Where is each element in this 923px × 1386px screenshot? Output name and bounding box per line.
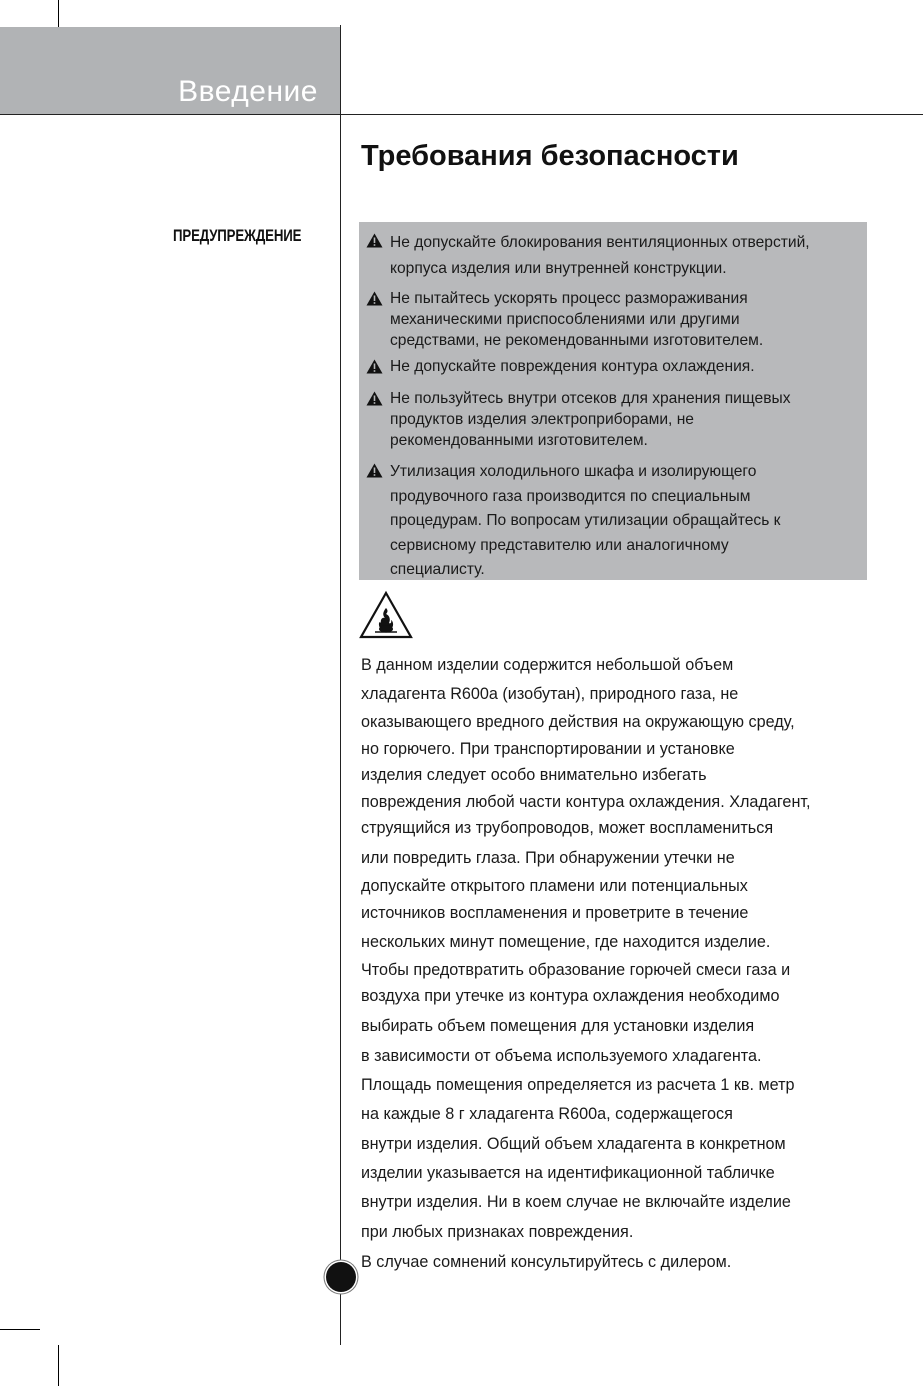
body-line: при любых признаках повреждения.: [361, 1223, 634, 1241]
warning-label: [168, 226, 328, 246]
warning-item: [366, 288, 763, 351]
warning-line: корпуса изделия или внутренней конструкции.: [390, 260, 727, 277]
warning-text: [390, 388, 791, 451]
section-header: [0, 27, 341, 115]
body-line: воздуха при утечке из контура охлаждения необходимо: [361, 987, 780, 1005]
header-rule: [0, 114, 923, 115]
warning-line: продуктов изделия электроприборами, не: [390, 411, 694, 428]
warning-item: [366, 356, 755, 378]
warning-line: процедурам. По вопросам утилизации обращайтесь к: [390, 512, 781, 529]
warning-line: рекомендованными изготовителем.: [390, 432, 648, 449]
section-title: Введение: [178, 75, 318, 108]
body-line: допускайте открытого пламени или потенциальных: [361, 877, 748, 895]
warning-triangle-icon: [366, 291, 383, 306]
warning-triangle-icon: [366, 233, 383, 248]
warning-label-text: ПРЕДУПРЕЖДЕНИЕ: [173, 226, 302, 245]
warning-line: Утилизация холодильного шкафа и изолирующего: [390, 463, 757, 480]
warning-text: [390, 356, 755, 378]
flammable-gas-icon: [358, 590, 414, 640]
warning-line: Не допускайте повреждения контура охлаждения.: [390, 358, 755, 375]
warning-item: [366, 460, 780, 583]
column-divider: [340, 25, 341, 1345]
body-line: но горючего. При транспортировании и установке: [361, 740, 735, 758]
body-line: на каждые 8 г хладагента R600a, содержащегося: [361, 1105, 733, 1123]
body-line: в зависимости от объема используемого хладагента.: [361, 1047, 762, 1065]
body-line: изделия следует особо внимательно избегать: [361, 766, 707, 784]
warning-item: [366, 388, 791, 451]
body-line: источников воспламенения и проветрите в течение: [361, 904, 749, 922]
warning-line: Не допускайте блокирования вентиляционных отверстий,: [390, 234, 810, 251]
body-line: В случае сомнений консультируйтесь с дилером.: [361, 1253, 732, 1271]
page-marker-dot: [326, 1262, 356, 1292]
warning-line: сервисному представителю или аналогичному: [390, 536, 729, 554]
body-line: или повредить глаза. При обнаружении утечки не: [361, 849, 735, 867]
warning-text: [390, 288, 763, 351]
warning-line: продувочного газа производится по специальным: [390, 487, 751, 505]
warning-line: Не пользуйтесь внутри отсеков для хранения пищевых: [390, 390, 791, 407]
crop-mark-bottom-vertical: [58, 1345, 59, 1386]
body-line: внутри изделия. Общий объем хладагента в конкретном: [361, 1135, 786, 1153]
warning-box: [359, 222, 867, 580]
page-title: Требования безопасности: [361, 140, 739, 172]
body-line: Чтобы предотвратить образование горючей смеси газа и: [361, 961, 791, 979]
warning-triangle-icon: [366, 391, 383, 406]
warning-triangle-icon: [366, 463, 383, 478]
warning-line: средствами, не рекомендованными изготовителем.: [390, 332, 764, 349]
warning-text: [390, 460, 780, 583]
body-line: нескольких минут помещение, где находится изделие.: [361, 933, 771, 951]
body-line: Площадь помещения определяется из расчета 1 кв. метр: [361, 1076, 795, 1094]
warning-line: специалисту.: [390, 561, 485, 578]
warning-triangle-icon: [366, 359, 383, 374]
warning-text: [390, 230, 810, 282]
body-line: изделии указывается на идентификационной табличке: [361, 1164, 775, 1182]
warning-line: Не пытайтесь ускорять процесс размораживания: [390, 290, 748, 307]
body-line: внутри изделия. Ни в коем случае не включайте изделие: [361, 1193, 791, 1211]
body-line: хладагента R600a (изобутан), природного газа, не: [361, 685, 739, 703]
crop-mark-bottom-horizontal: [0, 1329, 40, 1330]
body-line: выбирать объем помещения для установки изделия: [361, 1017, 755, 1035]
body-line: струящийся из трубопроводов, может воспламениться: [361, 819, 774, 837]
crop-mark-top-vertical: [58, 0, 59, 28]
body-line: В данном изделии содержится небольшой объем: [361, 656, 734, 674]
body-line: повреждения любой части контура охлаждения. Хладагент,: [361, 793, 811, 811]
warning-item: [366, 230, 810, 282]
warning-line: механическими приспособлениями или другими: [390, 311, 740, 328]
body-line: оказывающего вредного действия на окружающую среду,: [361, 713, 795, 731]
